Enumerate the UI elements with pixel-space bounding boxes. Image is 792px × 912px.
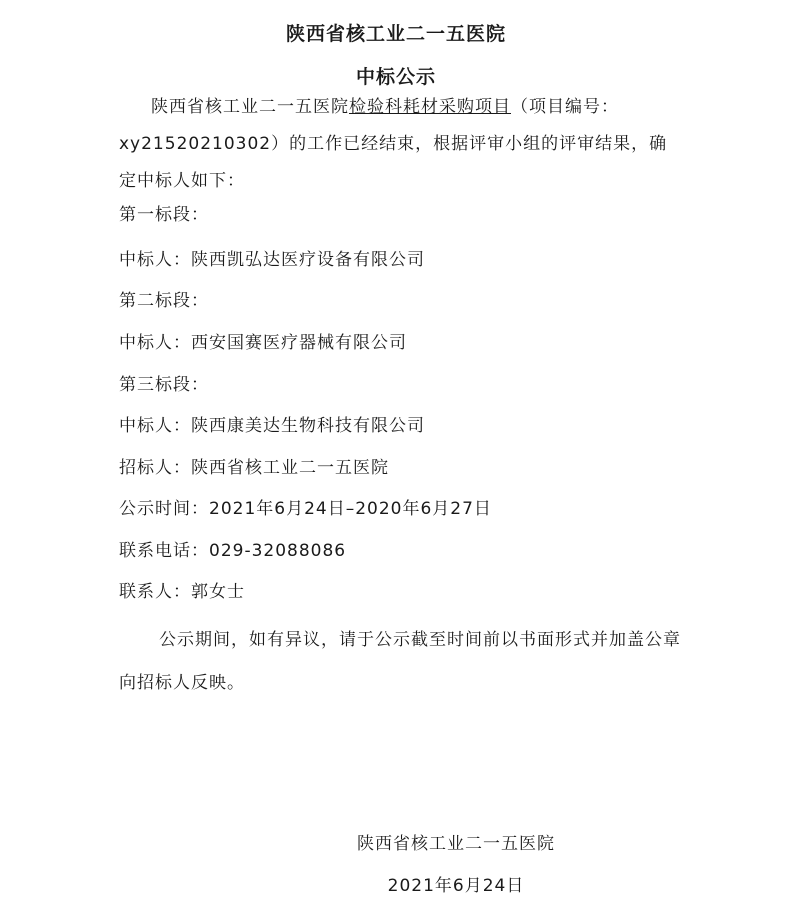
intro-paragraph xyxy=(119,89,684,200)
lot-1-winner: 中标人：陕西凯弘达医疗设备有限公司 xyxy=(119,250,425,270)
signature-org: 陕西省核工业二一五医院 xyxy=(357,834,555,854)
objection-text: 公示期间，如有异议，请于公示截至时间前以书面形式并加盖公章向招标人反映。 xyxy=(119,630,681,693)
lot-3-winner: 中标人：陕西康美达生物科技有限公司 xyxy=(119,416,425,436)
lot-2-label: 第二标段： xyxy=(119,291,209,311)
lot-2-winner: 中标人：西安国赛医疗器械有限公司 xyxy=(119,333,407,353)
project-name: 检验科耗材采购项目 xyxy=(349,97,511,117)
contact-person: 联系人：郭女士 xyxy=(119,582,245,602)
hospital-title: 陕西省核工业二一五医院 xyxy=(285,23,506,45)
announcement-period: 公示时间：2021年6月24日–2020年6月27日 xyxy=(119,499,492,519)
signature-date: 2021年6月24日 xyxy=(387,876,525,896)
announcement-title: 中标公示 xyxy=(355,66,436,88)
contact-phone: 联系电话：029-32088086 xyxy=(119,541,347,561)
intro-rest: （项目编号：xy21520210302）的工作已经结束，根据评审小组的评审结果，确定中标人如下： xyxy=(119,97,668,191)
lot-1-label: 第一标段： xyxy=(119,205,209,225)
objection-note xyxy=(119,619,684,705)
intro-lead: 陕西省核工业二一五医院 xyxy=(151,97,349,117)
lot-3-label: 第三标段： xyxy=(119,375,209,395)
tenderer-line: 招标人：陕西省核工业二一五医院 xyxy=(119,458,389,478)
